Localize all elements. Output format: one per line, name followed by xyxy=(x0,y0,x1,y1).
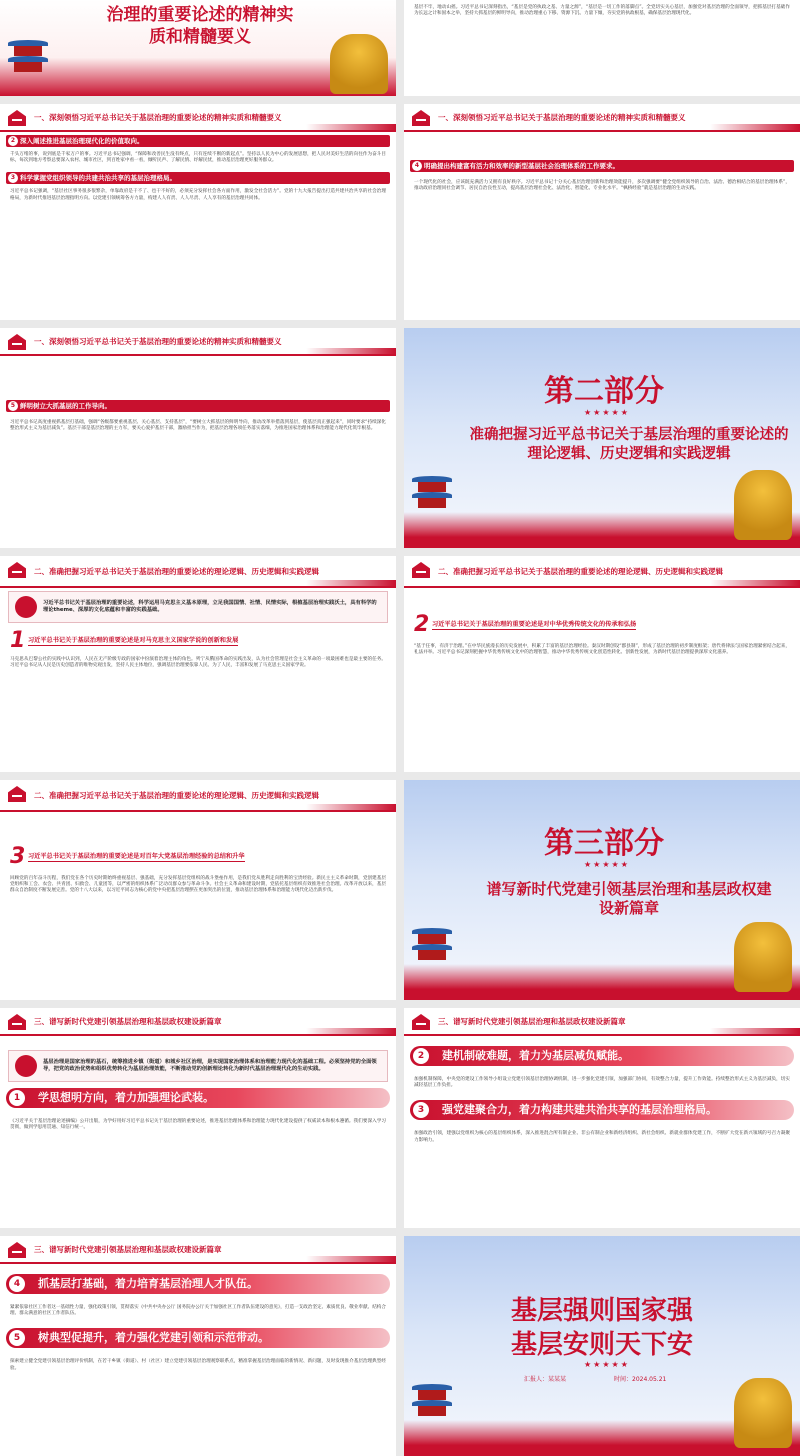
slide-header xyxy=(0,104,396,132)
lion-statue-illustration xyxy=(330,34,388,94)
reporter-label: 汇报人：某某某 xyxy=(524,1376,567,1383)
task-paragraph: 《习近平关于基层治理论述摘编》公开出版，为学好用好习近平总书记关于基层治理的重要论述，推进基层治理体系和治理能力现代化建设提供了权威读本和根本遵循。我们要深入学习贯彻，做到学思用贯通、知信行统一。 xyxy=(10,1119,386,1131)
slide-header xyxy=(0,1236,396,1264)
lion-statue-illustration xyxy=(734,922,792,992)
point-paragraph: 习近平总书记高度重视抓基层打基础，强调“各级都要重视基层、关心基层、支持基层”，“要树立大抓基层的鲜明导向，推动改革举措落到基层，使基层真正强起来”，同时要求“持续深化整治形式主义为基层减负”。基层干部是基层治理的主力军，要关心爱护基层干部，激励担当作为，把基层治理各项任务落实落细，为推进国家治理体系和治理能力现代化筑牢根基。 xyxy=(10,420,386,432)
task-paragraph: 加强政治引领，建强以党组织为核心的基层组织体系，深入推进混合所有制企业、非公有制企业和新经济组织、新社会组织、新就业群体党建工作，不断扩大党在新兴领域的号召力凝聚力影响力。 xyxy=(414,1131,790,1143)
decor-stars: ★★★★★ xyxy=(584,408,630,417)
slide-closing xyxy=(404,1236,800,1456)
slide-header xyxy=(0,328,396,356)
book-icon xyxy=(8,110,26,126)
temple-illustration xyxy=(8,40,48,86)
slide-section3-c xyxy=(0,1236,396,1456)
task-paragraph: 紧紧依靠社区工作者这一基础性力量，强化政策引领，贯彻落实《中共中央办公厅 国务院办公厅关于加强社区工作者队伍建设的意见》，打造一支政治坚定、素质优良、敬业奉献、结构合理、群众满意的社区工作者队伍。 xyxy=(10,1305,386,1317)
header-title: 二、准确把握习近平总书记关于基层治理的重要论述的理论逻辑、历史逻辑和实践逻辑 xyxy=(34,566,319,576)
part-title: 谱写新时代党建引领基层治理和基层政权建设新篇章 xyxy=(486,880,772,917)
slide-part-three xyxy=(404,780,800,1000)
part-label: 第二部分 xyxy=(544,374,664,409)
temple-illustration xyxy=(412,476,452,522)
task-bar: 2 建机制破难题，着力为基层减负赋能。 xyxy=(410,1046,794,1066)
slide-header xyxy=(0,780,396,812)
header-title: 一、深刻领悟习近平总书记关于基层治理的重要论述的精神实质和精髓要义 xyxy=(438,112,686,122)
highlight-box: 习近平总书记关于基层治理的重要论述，科学运用马克思主义基本原理，立足我国国情、社情、民情实际，根植基层治理实践沃土，具有科学的理论theme、深厚的文化底蕴和丰富的实践基础。 xyxy=(8,591,388,623)
slide-section2-b xyxy=(404,556,800,772)
book-icon xyxy=(8,334,26,350)
subsection-heading: 3 习近平总书记关于基层治理的重要论述是对百年大党基层治理经验的总结和升华 xyxy=(10,844,245,869)
subsection-heading: 1 习近平总书记关于基层治理的重要论述是对马克思主义国家学说的创新和发展 xyxy=(10,628,239,653)
header-title: 二、准确把握习近平总书记关于基层治理的重要论述的理论逻辑、历史逻辑和实践逻辑 xyxy=(34,790,319,800)
temple-illustration xyxy=(412,928,452,974)
slide-section3-a xyxy=(0,1008,396,1228)
reader-icon xyxy=(15,1055,37,1077)
subsection-paragraph: 马克思从巴黎公社的实践中认识到，人民在无产阶级专政的国家中扮演着治理主体的角色。列宁从俄国革命的实践出发，认为社会管理是社会主义革命的一项最困难也是最主要的任务。习近平总书记从人民是历史创造者的唯物史观出发，坚持人民主体地位，强调基层治理要依靠人民、为了人民，丰富和发展了马克思主义国家学说。 xyxy=(10,657,386,669)
point-paragraph: 一个现代化的社会，应该既充满活力又拥有良好秩序。习近平总书记十分关心基层治理创新和治理效能提升，多次强调要“健全党组织领导的自治、法治、德治相结合的基层治理体系”，推动政府治理同社会调节、居民自治良性互动，提高基层治理社会化、法治化、智能化、专业化水平。“枫桥经验”就是基层治理的生动实践。 xyxy=(414,180,790,192)
task-bar: 4 抓基层打基础，着力培育基层治理人才队伍。 xyxy=(6,1274,390,1294)
task-bar: 3 强党建聚合力，着力构建共建共治共享的基层治理格局。 xyxy=(410,1100,794,1120)
slide-section1-c xyxy=(0,328,396,548)
closing-line-2: 基层安则天下安 xyxy=(510,1330,693,1360)
header-title: 三、谱写新时代党建引领基层治理和基层政权建设新篇章 xyxy=(438,1016,626,1026)
book-icon xyxy=(8,562,26,578)
slide-section1-b xyxy=(404,104,800,320)
reader-icon xyxy=(15,596,37,618)
point-paragraph: 千头万绪的事，说到底是千家万户的事。习近平总书记强调，“保障和改善民生没有终点，只有连续不断的新起点”。坚持以人民为中心的发展思想，把人民对美好生活的向往作为奋斗目标，每次到地方考察总要深入农村、城市社区，到百姓家中看一看，倾听民声、了解民情、纾解民忧，推动基层治理更好服务群众。 xyxy=(10,152,386,164)
slide-part-two xyxy=(404,328,800,548)
slide-intro-text xyxy=(404,0,800,96)
book-icon xyxy=(412,1014,430,1030)
slide-header xyxy=(0,1008,396,1036)
book-icon xyxy=(8,786,26,802)
subsection-heading: 2 习近平总书记关于基层治理的重要论述是对中华优秀传统文化的传承和弘扬 xyxy=(414,612,637,637)
book-icon xyxy=(8,1242,26,1258)
point-bar: 2 深入阐述推进基层治理现代化的价值取向。 xyxy=(6,135,390,147)
point-bar: 5 鲜明树立大抓基层的工作导向。 xyxy=(6,400,390,412)
subsection-paragraph: “基于任事，有济于治理。”在中华民族漫长的历史发展中，积累了丰富的基层治理经验。秦汉时期创设“郡县制”，形成了基层治理的初步制度框架；唐代将律法与国家治理紧密结合起来，礼法并举。习近平总书记深刻把握中华优秀传统文化中的治理智慧，推动中华优秀传统文化创造性转化、创新性发展，为新时代基层治理提供深厚文化滋养。 xyxy=(414,644,790,656)
header-title: 一、深刻领悟习近平总书记关于基层治理的重要论述的精神实质和精髓要义 xyxy=(34,112,282,122)
date-label: 时间：2024.05.21 xyxy=(614,1376,667,1383)
task-paragraph: 探索建立健全党建引领基层治理评价机制，在若干乡镇（街道）、村（社区）建立党建引领基层治理观察联系点，精准掌握基层治理面临的新情况、新问题，及时发现推介基层治理典型经验。 xyxy=(10,1359,386,1371)
slide-section1-a xyxy=(0,104,396,320)
task-paragraph: 加强机制保障，中央党的建设工作领导小组设立党建引领基层治理协调机制，进一步强化党建引领，加强部门协同，有效整合力量，提升工作效能。持续整治形式主义为基层减负，切实减轻基层工作负担。 xyxy=(414,1077,790,1089)
lion-statue-illustration xyxy=(734,470,792,540)
slide1-title: 治理的重要论述的精神实质和精髓要义 xyxy=(106,5,294,47)
slide-header xyxy=(404,104,800,132)
book-icon xyxy=(412,110,430,126)
slide-header xyxy=(404,1008,800,1036)
slide-section2-a xyxy=(0,556,396,772)
lion-statue-illustration xyxy=(734,1378,792,1448)
point-bar: 4 明确提出构建富有活力和效率的新型基层社会治理体系的工作要求。 xyxy=(410,160,794,172)
decor-stars: ★★★★★ xyxy=(584,1360,630,1369)
temple-illustration xyxy=(412,1384,452,1430)
header-title: 三、谱写新时代党建引领基层治理和基层政权建设新篇章 xyxy=(34,1244,222,1254)
book-icon xyxy=(8,1014,26,1030)
header-title: 一、深刻领悟习近平总书记关于基层治理的重要论述的精神实质和精髓要义 xyxy=(34,336,282,346)
point-paragraph: 习近平总书记强调，“基层社区事务很多很繁杂，单靠政府是干不了、也干不好的，必须充分发挥社会各方面作用，激发全社会活力”。党的十九大报告提出打造共建共治共享的社会治理格局，为新时代推进基层治理指明方向。以党建引领统筹各方力量，构建人人有责、人人尽责、人人享有的基层治理共同体。 xyxy=(10,189,386,201)
decor-stars: ★★★★★ xyxy=(584,860,630,869)
highlight-box: 基层治理是国家治理的基石，统筹推进乡镇（街道）和城乡社区治理，是实现国家治理体系和治理能力现代化的基础工程。必须坚持党的全面领导，把党的政治优势和组织优势转化为基层治理效能，不断推动党的创新理论转化为新时代基层治理现代化的生动实践。 xyxy=(8,1050,388,1082)
closing-line-1: 基层强则国家强 xyxy=(510,1296,693,1326)
slide-header xyxy=(404,556,800,588)
slide-header xyxy=(0,556,396,588)
slide-cover-top xyxy=(0,0,396,96)
header-title: 三、谱写新时代党建引领基层治理和基层政权建设新篇章 xyxy=(34,1016,222,1026)
header-title: 二、准确把握习近平总书记关于基层治理的重要论述的理论逻辑、历史逻辑和实践逻辑 xyxy=(438,566,723,576)
subsection-paragraph: 回顾党的百年奋斗历程，我们党在各个历史时期始终重视基层、强基础，充分发挥基层党组织的战斗堡垒作用，是我们党从胜利走向胜利的宝贵经验。新民主主义革命时期，党创建基层党组织和工会、农会、共青团、妇救会、儿童团等，以严密的组织体系广泛动员群众参与革命斗争。社会主义革命和建设时期，党依托基层组织有效推进社会治理。改革开放以来，基层群众自治制度不断发展完善。党的十八大以来，以习近平同志为核心的党中央把基层治理摆在更加突出的位置，推动基层治理体系和治理能力现代化迈出新步伐。 xyxy=(10,876,386,894)
part-title: 准确把握习近平总书记关于基层治理的重要论述的理论逻辑、历史逻辑和实践逻辑 xyxy=(469,427,789,462)
slide-section2-c xyxy=(0,780,396,1000)
point-bar: 3 科学掌握党组织领导的共建共治共享的基层治理格局。 xyxy=(6,172,390,184)
slide2-paragraph: 基层不牢，地动山摇。习近平总书记深刻指出，“基层是党的执政之基、力量之源”，“基层是一切工作的落脚点”。全党切实关心基层，加强党对基层治理的全面领导，把抓基层打基础作为长远之计和固本之举，坚持大抓基层的鲜明导向，推动治理重心下移、资源下沉、力量下倾，夯实党的执政根基，确保基层治理现代化。 xyxy=(414,5,790,17)
task-bar: 5 树典型促提升，着力强化党建引领和示范带动。 xyxy=(6,1328,390,1348)
task-bar: 1 学思想明方向，着力加强理论武装。 xyxy=(6,1088,390,1108)
book-icon xyxy=(412,562,430,578)
slide-section3-b xyxy=(404,1008,800,1228)
part-label: 第三部分 xyxy=(544,826,664,861)
